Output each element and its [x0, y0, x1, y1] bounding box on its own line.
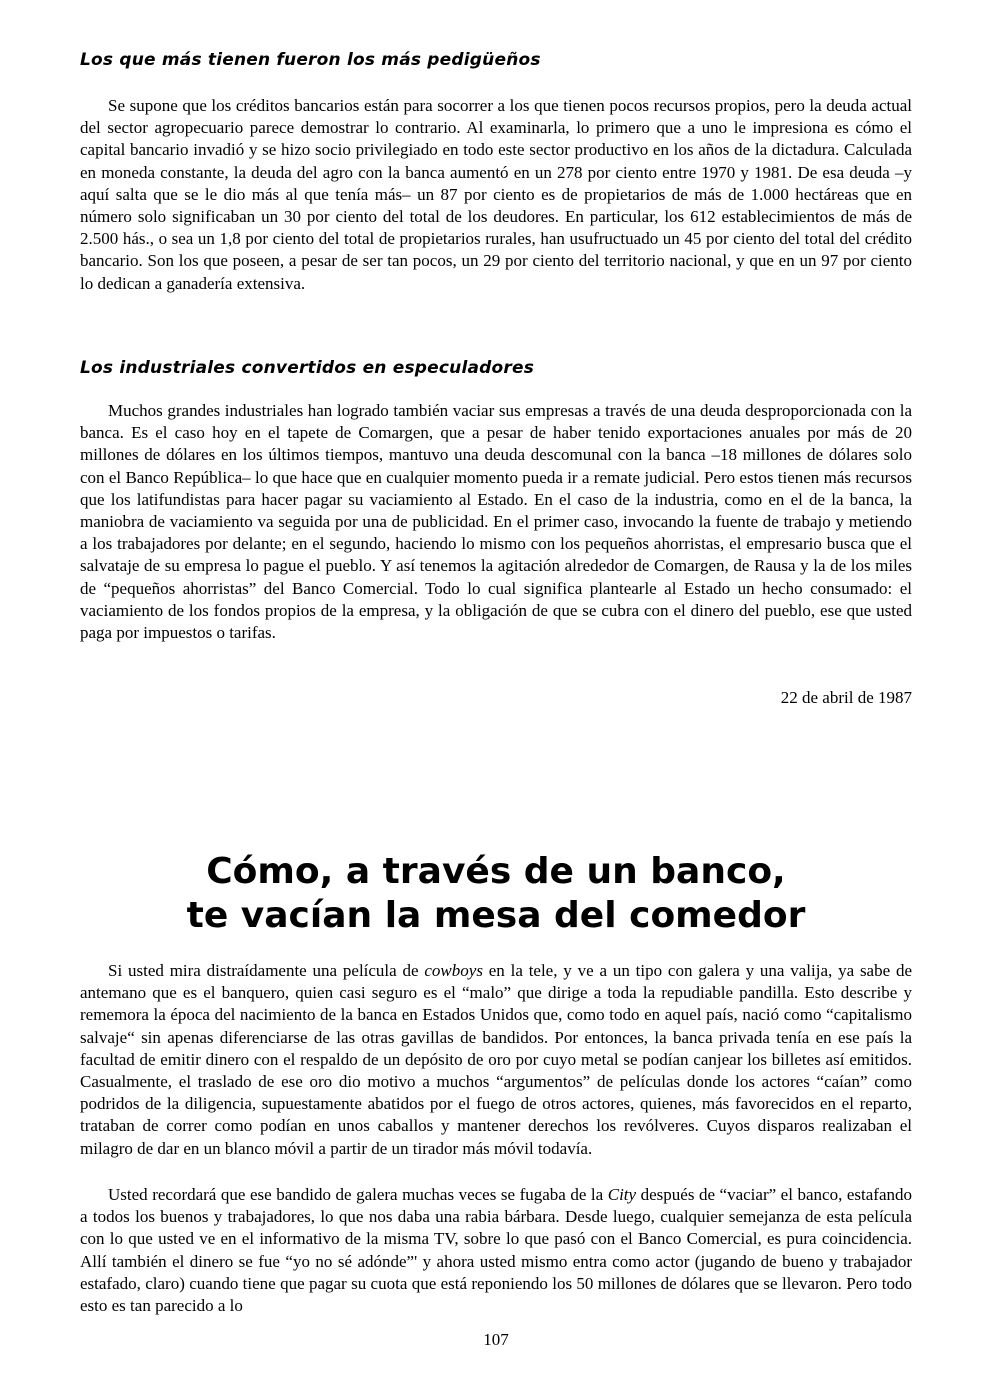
body-paragraph [80, 1184, 912, 1317]
italic-term: City [607, 1185, 637, 1204]
text-run: Usted recordará que ese bandido de galera muchas veces se fugaba de la [108, 1185, 608, 1204]
article-title [80, 850, 912, 938]
section-heading: Los que más tienen fueron los más pedigüeños [80, 50, 541, 70]
text-run: después de “vaciar” el banco, estafando a todos los buenos y trabajadores, lo que nos daba una rabia bárbara. Desde luego, cualquier semejanza de esta película con lo que usted ve en el informativo de la misma TV, sobre lo que pasó con el Banco Comercial, es pura coincidencia. Allí también el dinero se fue “yo no sé adónde”' y ahora usted mismo entra como actor (jugando de bueno y trabajador estafado, claro) cuando tiene que pagar su cuota que está reponiendo los 50 millones de dólares que se llevaron. Pero todo esto es tan parecido a lo [80, 1185, 912, 1316]
article-title-line: Cómo, a través de un banco, [206, 851, 786, 892]
section-heading: Los industriales convertidos en especuladores [80, 358, 535, 378]
body-paragraph: Muchos grandes industriales han logrado también vaciar sus empresas a través de una deuda desproporcionada con la banca. Es el caso hoy en el tapete de Comargen, que a pesar de haber tenido exportaciones anuales por más de 20 millones de dólares en los últimos tiempos, mantuvo una deuda descomunal con la banca –18 millones de dólares solo con el Banco República– lo que hace que en cualquier momento pueda ir a remate judicial. Pero estos tienen más recursos que los latifundistas para hacer pagar su vaciamiento al Estado. En el caso de la industria, como en el de la banca, la maniobra de vaciamiento va seguida por una de publicidad. En el primer caso, invocando la fuente de trabajo y metiendo a los trabajadores por delante; en el segundo, haciendo lo mismo con los pequeños ahorristas, el empresario busca que el salvataje de su empresa lo pague el pueblo. Y así tenemos la agitación alrededor de Comargen, de Rausa y la de los miles de “pequeños ahorristas” del Banco Comercial. Todo lo cual significa plantearle al Estado un hecho consumado: el vaciamiento de los fondos propios de la empresa, y la obligación de que se cubra con el dinero del pueblo, ese que usted paga por impuestos o tarifas. [80, 401, 912, 643]
document-page [80, 40, 912, 1360]
page-number: 107 [483, 1330, 509, 1349]
italic-term: cowboys [424, 961, 483, 980]
text-run: Si usted mira distraídamente una película de [108, 961, 425, 980]
body-paragraph: Se supone que los créditos bancarios están para socorrer a los que tienen pocos recursos propios, pero la deuda actual del sector agropecuario parece demostrar lo contrario. Al examinarla, lo primero que a uno le impresiona es cómo el capital bancario invadió y se hizo socio privilegiado en todo este sector productivo en los años de la dictadura. Calculada en moneda constante, la deuda del agro con la banca aumentó en un 278 por ciento entre 1970 y 1981. De esa deuda –y aquí salta que se le dio más al que tenía más– un 87 por ciento es de propietarios de más de 1.000 hectáreas que en número solo significaban un 30 por ciento del total de los deudores. En particular, los 612 establecimientos de más de 2.500 hás., o sea un 1,8 por ciento del total de propietarios rurales, han usufructuado un 45 por ciento del total del crédito bancario. Son los que poseen, a pesar de ser tan pocos, un 29 por ciento del territorio nacional, y que en un 97 por ciento lo dedican a ganadería extensiva. [80, 96, 912, 293]
article-date: 22 de abril de 1987 [780, 688, 912, 707]
article-title-line: te vacían la mesa del comedor [186, 895, 806, 936]
body-paragraph [80, 960, 912, 1160]
text-run: en la tele, y ve a un tipo con galera y una valija, ya sabe de antemano que es el banquero, quien casi seguro es el “malo” que dirige a toda la repudiable pandilla. Esto describe y rememora la época del nacimiento de la banca en Estados Unidos que, como todo en aquel país, nació como “capitalismo salvaje“ sin apenas diferenciarse de las otras gavillas de bandidos. Por entonces, la banca privada tenía en ese país la facultad de emitir dinero con el respaldo de un depósito de oro por cuyo metal se podían canjear los billetes así emitidos. Casualmente, el traslado de ese oro dio motivo a muchos “argumentos” de películas donde los actores “caían” como podridos de la diligencia, supuestamente abatidos por el fuego de otros actores, quienes, más favorecidos en el reparto, trataban de correr como podían en unos caballos y mantener derechos los revólveres. Cuyos disparos realizaban el milagro de dar en un blanco móvil a partir de un tirador más móvil todavía. [80, 961, 913, 1158]
